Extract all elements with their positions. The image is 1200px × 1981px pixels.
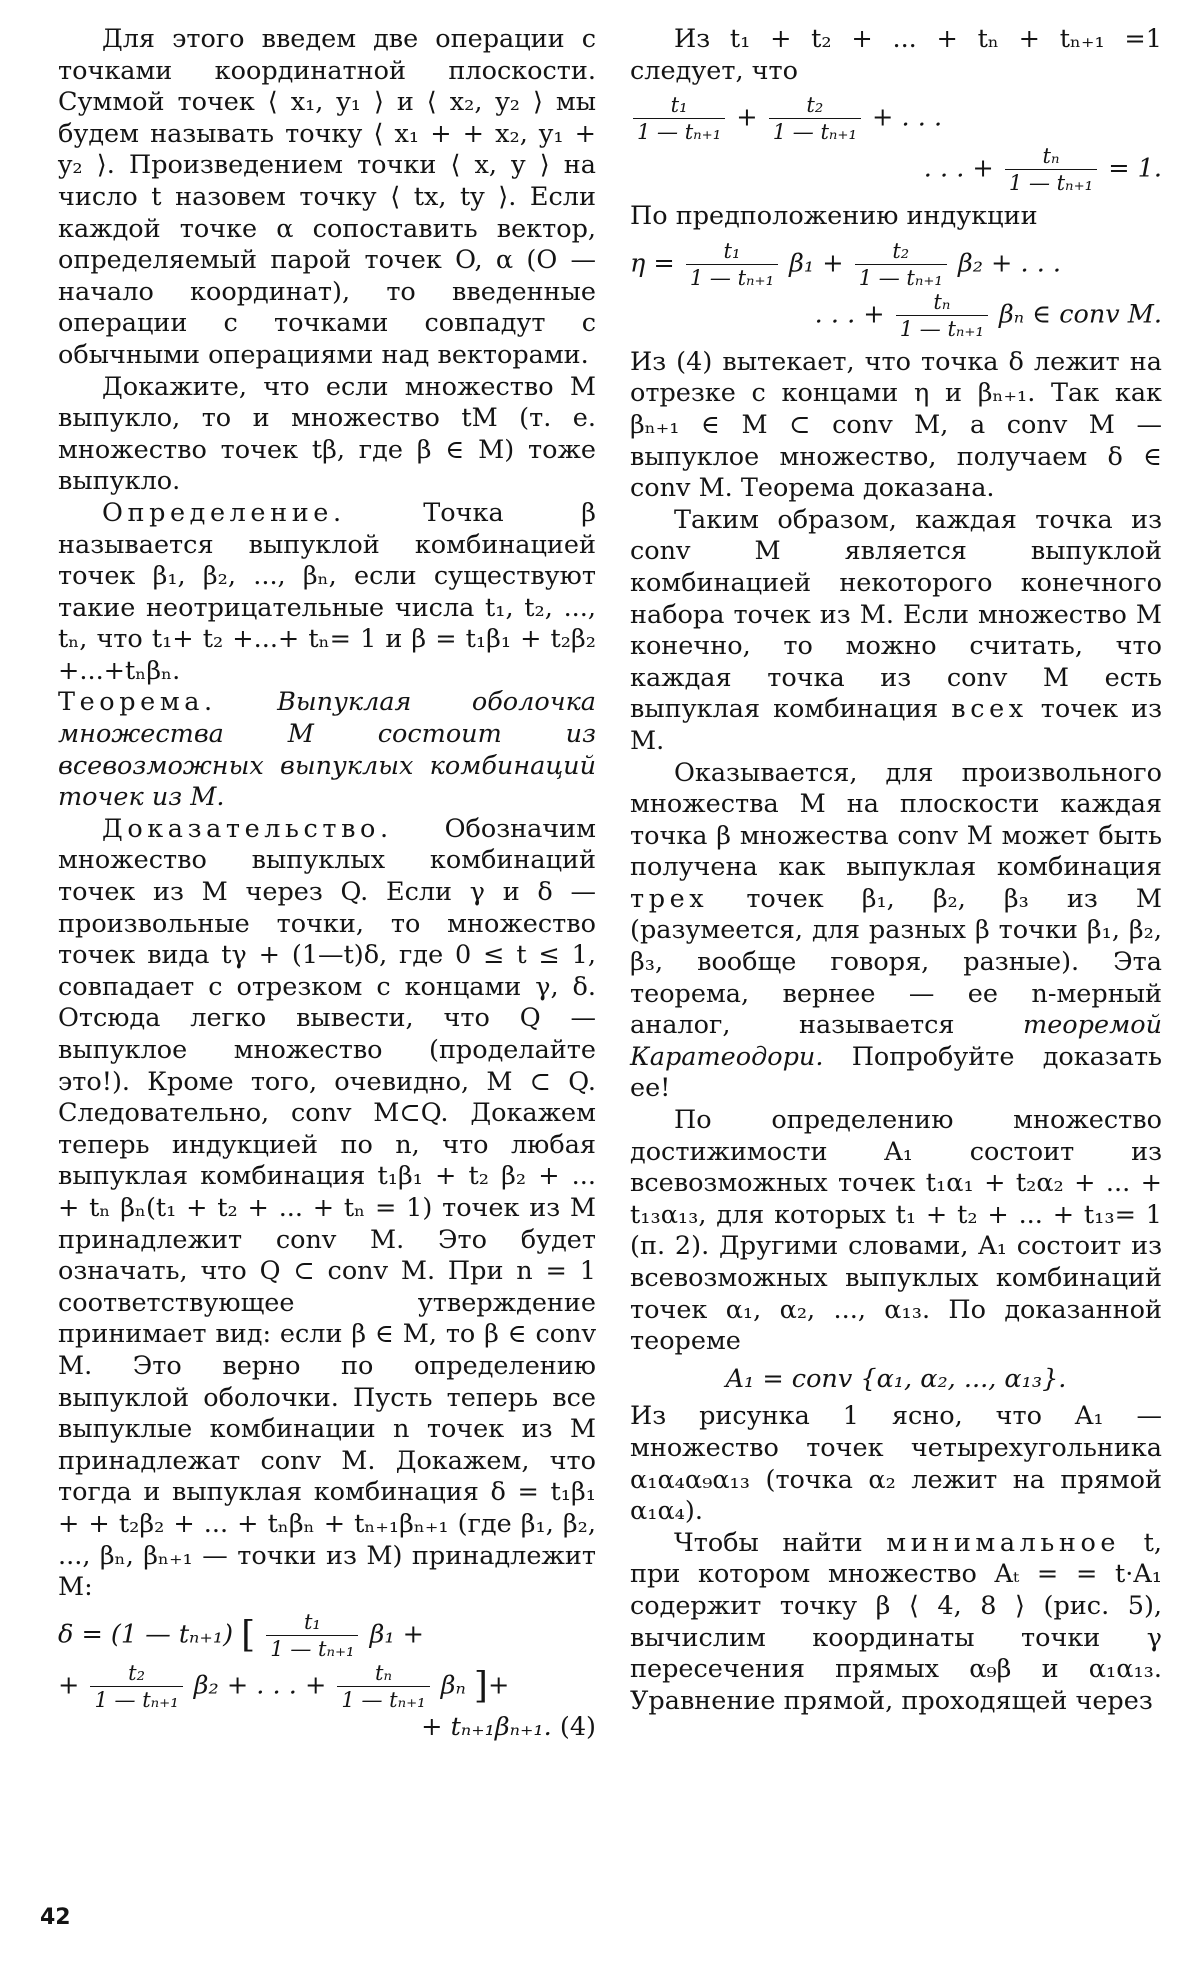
fraction: $\frac{\text{t₁}}{\text{1 — tₙ₊₁}}$ [633,93,725,144]
fraction: $\frac{\text{tₙ}}{\text{1 — tₙ₊₁}}$ [1005,144,1097,195]
paragraph-minimal-t: Чтобы найти минимальное t, при котором множество Aₜ = = t·A₁ содержит точку β ⟨ 4, 8 ⟩ (рис. 5), вычислим координаты точки γ пересечения прямых α₉β и α₁α₁₃. Уравнение прямой, проходящей через [630,1527,1162,1716]
theorem [58,687,596,813]
definition-text: Точка β называется выпуклой комбинацией точек β₁, β₂, ..., βₙ, если существуют такие неотрицательные числа t₁, t₂, ..., tₙ, что t₁+ t₂ +...+ tₙ= 1 и β = t₁β₁ + t₂β₂ +...+tₙβₙ. [58,497,596,686]
paragraph-exercise: Докажите, что если множество M выпукло, то и множество tM (т. е. множество точек tβ, где β ∈ M) тоже выпукло. [58,371,596,497]
paragraph-reachability: По определению множество достижимости A₁ состоит из всевозможных точек t₁α₁ + t₂α₂ + ... + t₁₃α₁₃, для которых t₁ + t₂ + ... + t₁₃= 1 (п. 2). Другими словами, A₁ состоит из всевозможных выпуклых комбинаций точек α₁, α₂, ..., α₁₃. По доказанной теореме [630,1105,1162,1357]
equation-4-line-3: + tₙ₊₁βₙ₊₁. (4) [421,1711,596,1742]
fraction: $\frac{\text{t₂}}{\text{1 — tₙ₊₁}}$ [855,239,947,290]
definition [58,498,596,688]
theorem-text: Выпуклая оболочка множества M состоит из всевозможных выпуклых комбинаций точек из M. [58,687,596,813]
equation-4-line-2: + $\frac{\text{t₂}}{\text{1 — tₙ₊₁}}$ β₂ + . . . + $\frac{\text{tₙ}}{\text{1 — tₙ₊₁}}$ βₙ ]+ [58,1660,510,1712]
equation-conv: A₁ = conv {α₁, α₂, ..., α₁₃}. [725,1363,1067,1394]
equation-eta: η = $\frac{\text{t₁}}{\text{1 — tₙ₊₁}}$ β₁ + $\frac{\text{t₂}}{\text{1 — tₙ₊₁}}$ β₂ + . . . . . . + $\frac{\text{tₙ}}{\text{1 — tₙ₊₁}}$ βₙ ∈ conv M. [630,238,1162,341]
fraction: $\frac{\text{tₙ}}{\text{1 — tₙ₊₁}}$ [337,1661,429,1712]
paragraph-caratheodory: Оказывается, для произвольного множества M на плоскости каждая точка β множества conv M может быть получена как выпуклая комбинация трех точек β₁, β₂, β₃ из M (разумеется, для разных β точки β₁, β₂, β₃, вообще говоря, разные). Эта теорема, вернее — ее n-мерный аналог, называется теоремой Каратеодори. Попробуйте доказать ее! [630,757,1163,1104]
paragraph-conclusion: Из (4) вытекает, что точка δ лежит на отрезке с концами η и βₙ₊₁. Так как βₙ₊₁ ∈ M ⊂ conv M, а conv M — выпуклое множество, получаем δ ∈ conv M. Теорема доказана. [630,346,1162,504]
left-column [58,24,596,1749]
fraction: $\frac{\text{t₁}}{\text{1 — tₙ₊₁}}$ [266,1610,358,1661]
proof-text: Обозначим множество выпуклых комбинаций точек из M через Q. Если γ и δ — произвольные точки, то множество точек вида tγ + (1—t)δ, где 0 ≤ t ≤ 1, совпадает с отрезком с концами γ, δ. Отсюда легко вывести, что Q — выпуклое множество (проделайте это!). Кроме того, очевидно, M ⊂ Q. Следовательно, conv M⊂Q. Докажем теперь индукцией по n, что любая выпуклая комбинация t₁β₁ + t₂ β₂ + ... + tₙ βₙ(t₁ + t₂ + ... + tₙ = 1) точек из M принадлежит conv M. Это будет означать, что Q ⊂ conv M. При n = 1 соответствующее утверждение принимает вид: если β ∈ M, то β ∈ conv M. Это верно по определению выпуклой оболочки. Пусть теперь все выпуклые комбинации n точек из M принадлежат conv M. Докажем, что тогда и выпуклая комбинация δ = t₁β₁ + + t₂β₂ + ... + tₙβₙ + tₙ₊₁βₙ₊₁ (где β₁, β₂, ..., βₙ, βₙ₊₁ — точки из M) принадлежит M: [58,813,596,1603]
paragraph-summary: Таким образом, каждая точка из conv M является выпуклой комбинацией некоторого конечного набора точек из M. Если множество M конечно, то можно считать, что каждая точка из conv M есть выпуклая комбинация всех точек из M. [630,504,1163,756]
fraction: $\frac{\text{tₙ}}{\text{1 — tₙ₊₁}}$ [896,290,988,341]
right-column [630,24,1162,1717]
equation-sum: $\frac{\text{t₁}}{\text{1 — tₙ₊₁}}$ + $\frac{\text{t₂}}{\text{1 — tₙ₊₁}}$ + . . . . . . + $\frac{\text{tₙ}}{\text{1 — tₙ₊₁}}$ = 1. [630,93,1162,195]
equation-4 [58,1610,596,1744]
equation-4-line-1: δ = (1 — tₙ₊₁) [ $\frac{\text{t₁}}{\text{1 — tₙ₊₁}}$ β₁ + [58,1609,425,1661]
page-number: 42 [40,1905,71,1930]
paragraph-operations: Для этого введем две операции с точками координатной плоскости. Суммой точек ⟨ x₁, y₁ ⟩ и ⟨ x₂, y₂ ⟩ мы будем называть точку ⟨ x₁ + + x₂, y₁ + y₂ ⟩. Произведением точки ⟨ x, y ⟩ на число t назовем точку ⟨ tx, ty ⟩. Если каждой точке α сопоставить вектор, определяемый парой точек O, α (O — начало координат), то введенные операции с точками совпадут с обычными операциями над векторами. [58,24,596,370]
proof-label: Доказательство. [102,813,393,844]
definition-label: Определение. [102,497,346,528]
fraction: $\frac{\text{t₂}}{\text{1 — tₙ₊₁}}$ [90,1661,182,1712]
fraction: $\frac{\text{t₂}}{\text{1 — tₙ₊₁}}$ [769,93,861,144]
paragraph-quadrilateral: Из рисунка 1 ясно, что A₁ — множество точек четырехугольника α₁α₄α₉α₁₃ (точка α₂ лежит на прямой α₁α₄). [630,1401,1162,1527]
equation-number: (4) [559,1711,596,1742]
paragraph-induction: По предположению индукции [630,201,1038,232]
fraction: $\frac{\text{t₁}}{\text{1 — tₙ₊₁}}$ [686,239,778,290]
theorem-label: Теорема. [58,687,217,718]
proof [58,814,596,1604]
paragraph-sum: Из t₁ + t₂ + ... + tₙ + tₙ₊₁ =1 следует, что [630,24,1162,86]
